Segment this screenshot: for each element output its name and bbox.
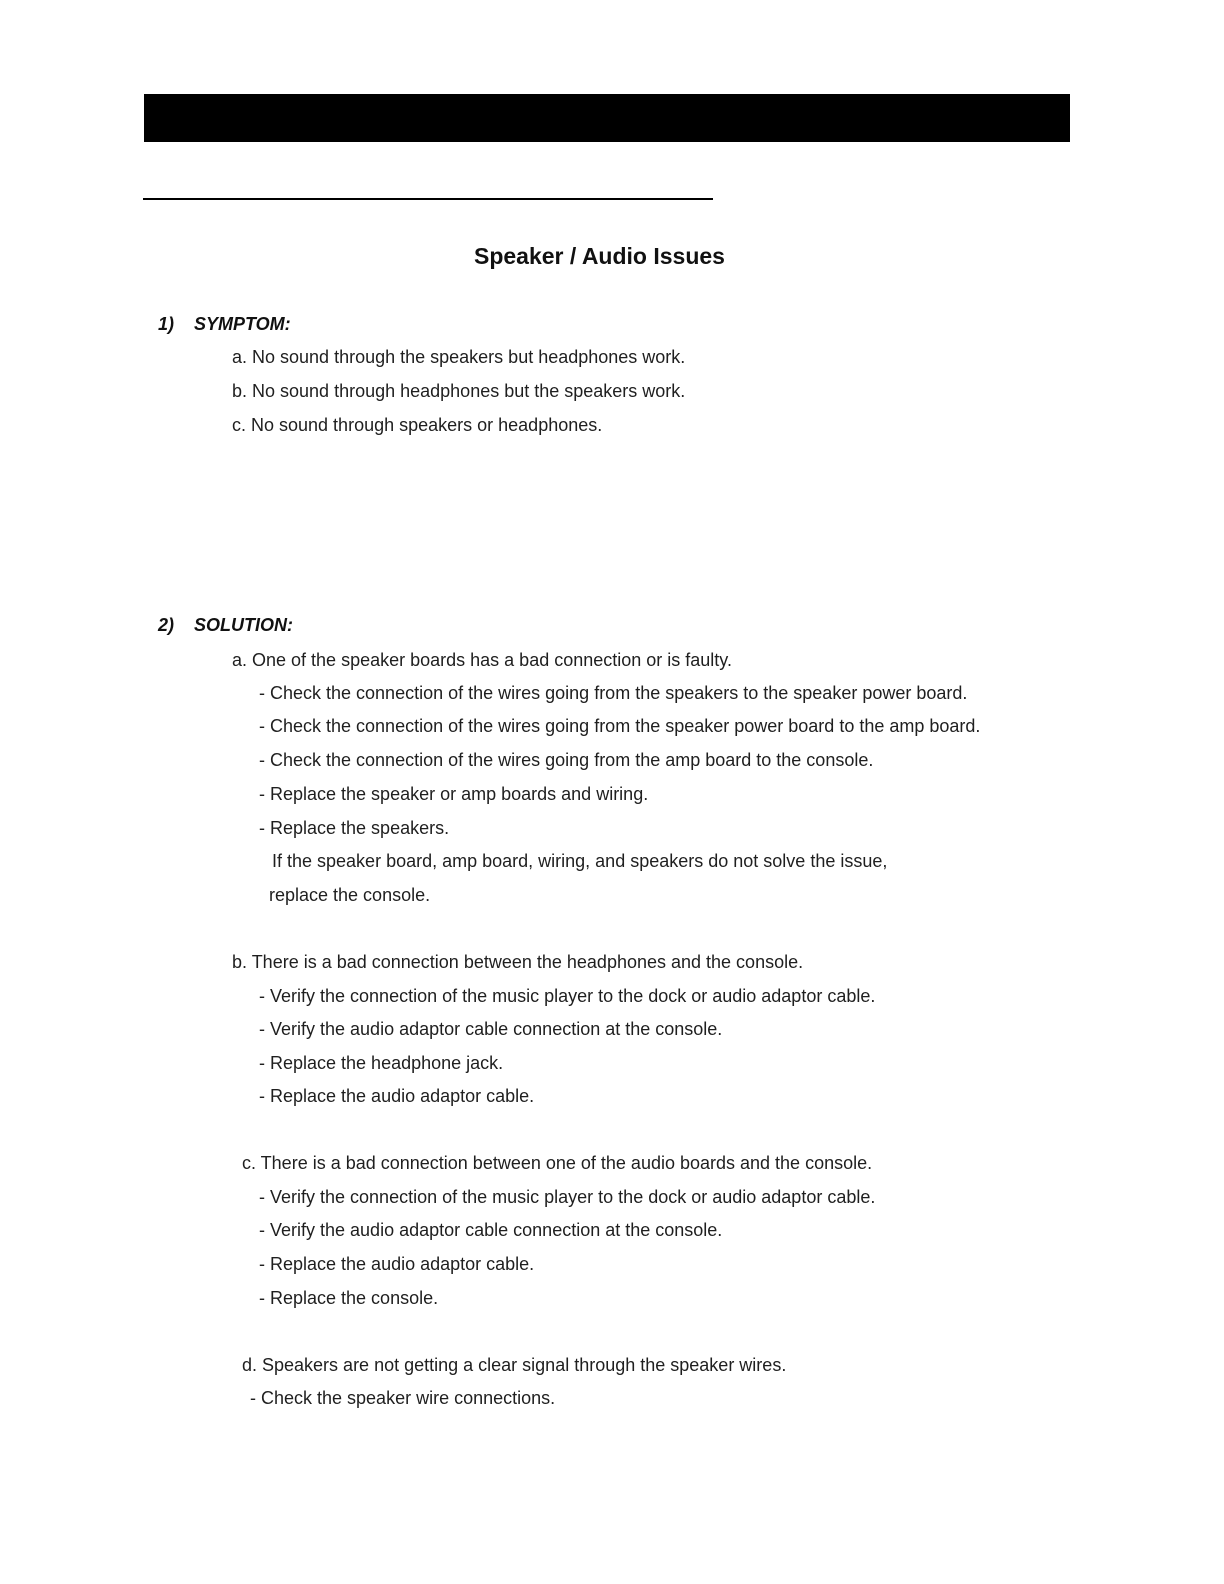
symptom-item: c. No sound through speakers or headphones. [232,415,603,435]
solution-b-title: b. There is a bad connection between the headphones and the console. [232,952,804,972]
solution-step: - Verify the connection of the music player to the dock or audio adaptor cable. [259,1187,876,1207]
solution-step: - Replace the headphone jack. [259,1053,504,1073]
solution-a-title: a. One of the speaker boards has a bad connection or is faulty. [232,650,732,670]
solution-step: - Check the connection of the wires going from the speaker power board to the amp board. [259,716,981,736]
solution-step: - Check the connection of the wires going from the amp board to the console. [259,750,874,770]
solution-step: - Replace the audio adaptor cable. [259,1254,535,1274]
solution-step: - Replace the audio adaptor cable. [259,1086,535,1106]
solution-step: - Replace the speaker or amp boards and wiring. [259,784,649,804]
symptom-item: b. No sound through headphones but the speakers work. [232,381,686,401]
header-bar [144,94,1070,142]
solution-step: - Replace the speakers. [259,818,450,838]
solution-c-title: c. There is a bad connection between one of the audio boards and the console. [242,1153,873,1173]
solution-step: - Check the speaker wire connections. [250,1388,556,1408]
solution-step: - Verify the audio adaptor cable connection at the console. [259,1220,723,1240]
solution-heading: SOLUTION: [194,615,293,635]
solution-step: replace the console. [269,885,431,905]
solution-step: If the speaker board, amp board, wiring, and speakers do not solve the issue, [272,851,888,871]
solution-d-title: d. Speakers are not getting a clear signal through the speaker wires. [242,1355,787,1375]
solution-step: - Verify the audio adaptor cable connection at the console. [259,1019,723,1039]
symptom-heading: SYMPTOM: [194,314,291,334]
symptom-item: a. No sound through the speakers but headphones work. [232,347,686,367]
symptom-number: 1) [158,314,175,334]
solution-number: 2) [158,615,175,635]
page-title: Speaker / Audio Issues [474,243,725,269]
solution-step: - Replace the console. [259,1288,439,1308]
solution-step: - Verify the connection of the music player to the dock or audio adaptor cable. [259,986,876,1006]
solution-step: - Check the connection of the wires going from the speakers to the speaker power board. [259,683,968,703]
header-rule [143,198,713,200]
